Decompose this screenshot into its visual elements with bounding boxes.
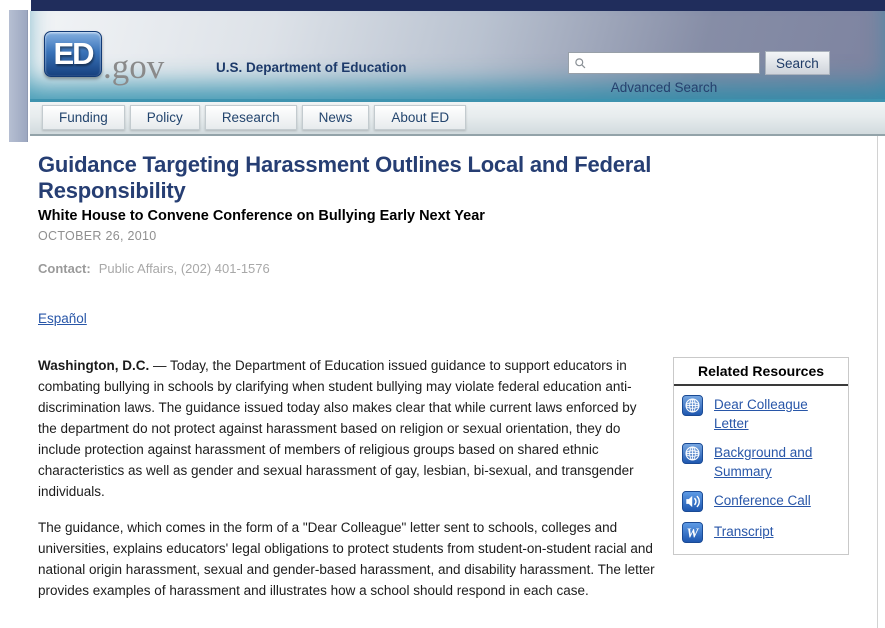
related-resources-box xyxy=(673,357,849,555)
left-decorative-strip xyxy=(9,10,28,142)
site-header xyxy=(30,11,885,99)
related-item-conference-call[interactable] xyxy=(674,482,848,513)
nav-tab-policy[interactable]: Policy xyxy=(130,105,200,130)
top-navy-bar xyxy=(31,0,885,11)
related-link-conference-call[interactable]: Conference Call xyxy=(714,493,811,508)
nav-tab-news[interactable]: News xyxy=(302,105,370,130)
search-input[interactable] xyxy=(591,55,759,72)
contact-value: Public Affairs, (202) 401-1576 xyxy=(98,261,270,276)
related-link-transcript[interactable]: Transcript xyxy=(714,524,774,539)
article-subtitle: White House to Convene Conference on Bullying Early Next Year xyxy=(38,208,485,224)
nav-tab-about-ed[interactable]: About ED xyxy=(374,105,466,130)
agency-title: U.S. Department of Education xyxy=(216,60,407,75)
page-right-edge xyxy=(877,136,878,628)
contact-label: Contact: xyxy=(38,261,91,276)
related-resources-title: Related Resources xyxy=(674,358,848,386)
svg-text:W: W xyxy=(686,525,699,541)
primary-nav-bar xyxy=(30,99,885,136)
page-title: Guidance Targeting Harassment Outlines Local and Federal Responsibility xyxy=(38,152,652,203)
article-content xyxy=(30,136,885,628)
advanced-search-link[interactable]: Advanced Search xyxy=(610,80,718,95)
language-row xyxy=(38,310,873,328)
search-box[interactable] xyxy=(568,52,760,74)
related-link-background-summary[interactable]: Background and Summary xyxy=(714,445,813,479)
ed-logo-gov-text: .gov xyxy=(103,47,165,86)
article-date: OCTOBER 26, 2010 xyxy=(38,229,157,243)
related-item-transcript[interactable] xyxy=(674,513,848,544)
ed-logo-box: ED xyxy=(44,31,102,77)
word-doc-icon xyxy=(682,522,703,543)
related-item-dear-colleague-letter[interactable] xyxy=(674,386,848,434)
dateline: Washington, D.C. xyxy=(38,358,150,373)
nav-tab-research[interactable]: Research xyxy=(205,105,297,130)
nav-tabs xyxy=(42,105,471,130)
globe-icon xyxy=(682,395,703,416)
speaker-icon xyxy=(682,491,703,512)
search-button[interactable]: Search xyxy=(765,51,830,75)
ed-gov-logo[interactable] xyxy=(44,31,165,86)
paragraph-1-text: — Today, the Department of Education issued guidance to support educators in combating bullying in schools by clarifying when student bullying may violate federal education anti-discrimination laws. The guidance issued today also makes clear that while current laws enforced by the department do not protect against harassment based on religion or sexual orientation, they do include protection against harassment of members of religious groups based on shared ethnic characteristics as well as gender and sexual harassment of gay, lesbian, bi-sexual, and transgender individuals. xyxy=(38,358,637,499)
globe-icon xyxy=(682,443,703,464)
nav-tab-funding[interactable]: Funding xyxy=(42,105,125,130)
related-link-dear-colleague-letter[interactable]: Dear Colleague Letter xyxy=(714,397,808,431)
contact-row xyxy=(38,261,873,276)
related-item-background-summary[interactable] xyxy=(674,434,848,482)
search-icon xyxy=(574,57,587,70)
paragraph-2: The guidance, which comes in the form of a "Dear Colleague" letter sent to schools, colleges and universities, explains educators' legal obligations to protect students from student-on-student racial and national origin harassment, sexual and gender-based harassment, and disability harassment. The letter provides examples of harassment and illustrates how a school should respond in each case. xyxy=(38,520,655,598)
espanol-link[interactable]: Español xyxy=(38,311,87,326)
